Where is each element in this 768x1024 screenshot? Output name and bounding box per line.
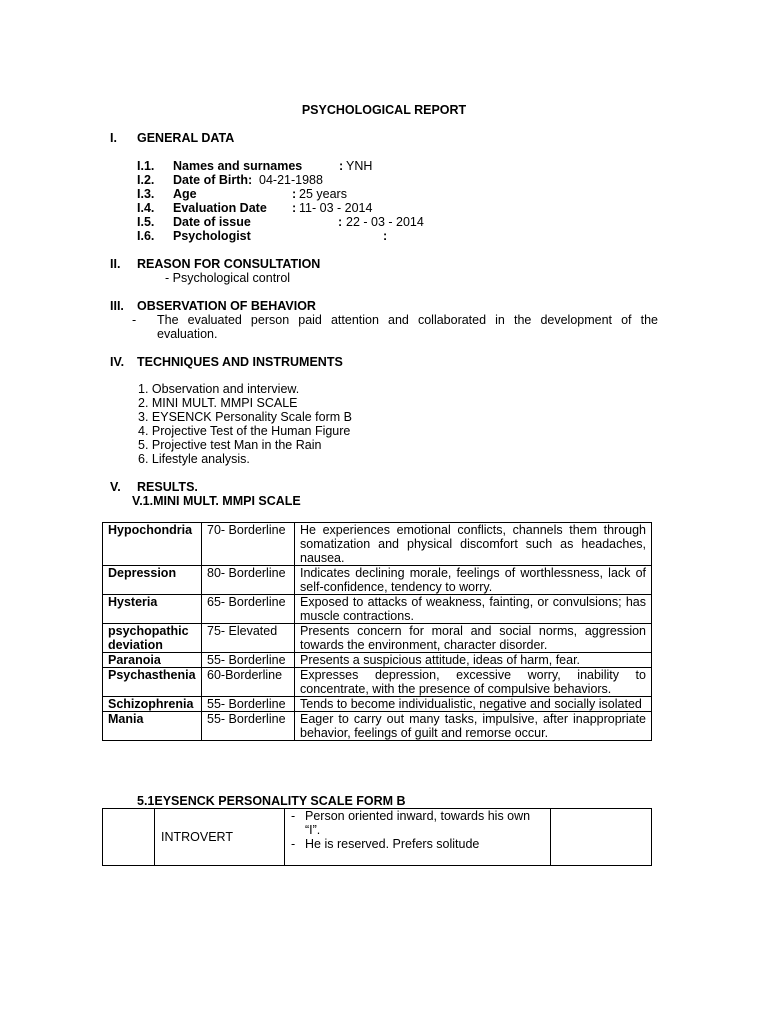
section-heading-techniques: TECHNIQUES AND INSTRUMENTS xyxy=(137,355,343,369)
observation-dash: - xyxy=(132,313,137,327)
mmpi-score: 65- Borderline xyxy=(202,595,295,624)
list-item: 6. Lifestyle analysis. xyxy=(138,452,250,466)
eysenck-point: Person oriented inward, towards his own “I”. xyxy=(305,809,531,837)
field-number: I.2. xyxy=(137,173,155,187)
table-row xyxy=(103,668,652,697)
mmpi-score: 55- Borderline xyxy=(202,697,295,712)
mmpi-scale: Hypochondria xyxy=(103,523,202,566)
field-separator: : xyxy=(292,187,297,201)
field-label: Evaluation Date xyxy=(173,201,267,215)
field-value: YNH xyxy=(346,159,373,173)
mmpi-scale: Depression xyxy=(103,566,202,595)
list-item: - He is reserved. Prefers solitude xyxy=(291,837,480,851)
table-row xyxy=(103,697,652,712)
mmpi-description: Expresses depression, excessive worry, inability to concentrate, with the presence of compulsive behaviors. xyxy=(295,668,652,697)
mmpi-score: 80- Borderline xyxy=(202,566,295,595)
table-row xyxy=(103,595,652,624)
section-heading-reason: REASON FOR CONSULTATION xyxy=(137,257,321,271)
list-item: - Person oriented inward, towards his own “I”. xyxy=(291,809,531,837)
mmpi-score: 60-Borderline xyxy=(202,668,295,697)
field-separator: : xyxy=(339,159,344,173)
field-separator: : xyxy=(292,201,297,215)
mmpi-description: Eager to carry out many tasks, impulsive, after inappropriate behavior, feelings of guilt and remorse occur. xyxy=(295,712,652,741)
field-label: Date of Birth: xyxy=(173,173,253,187)
mmpi-description: Exposed to attacks of weakness, fainting, or convulsions; has muscle contractions. xyxy=(295,595,652,624)
mmpi-description: He experiences emotional conflicts, channels them through somatization and physical discomfort such as headaches, nausea. xyxy=(295,523,652,566)
table-row xyxy=(103,809,652,866)
list-item: 5. Projective test Man in the Rain xyxy=(138,438,322,452)
field-value: 25 years xyxy=(299,187,347,201)
mmpi-score: 55- Borderline xyxy=(202,712,295,741)
section-number-general: I. xyxy=(110,131,117,145)
mmpi-score: 55- Borderline xyxy=(202,653,295,668)
table-row xyxy=(103,566,652,595)
mmpi-description: Presents a suspicious attitude, ideas of harm, fear. xyxy=(295,653,652,668)
mmpi-scale: Psychasthenia xyxy=(103,668,202,697)
mmpi-scale: psychopathic deviation xyxy=(103,624,202,653)
field-number: I.4. xyxy=(137,201,155,215)
list-item: 2. MINI MULT. MMPI SCALE xyxy=(138,396,298,410)
mmpi-description: Indicates declining morale, feelings of worthlessness, lack of self-confidence, tendency to worry. xyxy=(295,566,652,595)
mmpi-table xyxy=(102,522,652,741)
table-row xyxy=(103,624,652,653)
eysenck-heading: 5.1EYSENCK PERSONALITY SCALE FORM B xyxy=(137,794,406,808)
section-heading-results: RESULTS. xyxy=(137,480,198,494)
list-item: 4. Projective Test of the Human Figure xyxy=(138,424,351,438)
reason-text: - Psychological control xyxy=(165,271,291,285)
section-number-reason: II. xyxy=(110,257,121,271)
report-title: PSYCHOLOGICAL REPORT xyxy=(301,103,467,117)
field-number: I.6. xyxy=(137,229,155,243)
mmpi-description: Tends to become individualistic, negative and socially isolated xyxy=(295,697,652,712)
observation-text: The evaluated person paid attention and collaborated in the development of the evaluation. xyxy=(157,313,658,341)
field-number: I.3. xyxy=(137,187,155,201)
mmpi-score: 70- Borderline xyxy=(202,523,295,566)
field-value: 11- 03 - 2014 xyxy=(299,201,373,215)
list-item: 3. EYSENCK Personality Scale form B xyxy=(138,410,352,424)
field-value: 04-21-1988 xyxy=(259,173,323,187)
field-label: Age xyxy=(173,187,197,201)
mmpi-description: Presents concern for moral and social norms, aggression towards the environment, character disorder. xyxy=(295,624,652,653)
section-heading-observation: OBSERVATION OF BEHAVIOR xyxy=(137,299,316,313)
list-item: 1. Observation and interview. xyxy=(138,382,300,396)
section-number-results: V. xyxy=(110,480,121,494)
mmpi-subheading: V.1.MINI MULT. MMPI SCALE xyxy=(132,494,301,508)
field-value: 22 - 03 - 2014 xyxy=(346,215,424,229)
section-number-observation: III. xyxy=(110,299,124,313)
table-row xyxy=(103,712,652,741)
mmpi-scale: Schizophrenia xyxy=(103,697,202,712)
eysenck-point: He is reserved. Prefers solitude xyxy=(305,837,480,851)
eysenck-empty-cell xyxy=(551,809,652,866)
eysenck-type: INTROVERT xyxy=(155,809,285,866)
table-row xyxy=(103,653,652,668)
section-number-techniques: IV. xyxy=(110,355,125,369)
mmpi-scale: Mania xyxy=(103,712,202,741)
mmpi-scale: Paranoia xyxy=(103,653,202,668)
field-number: I.1. xyxy=(137,159,155,173)
field-number: I.5. xyxy=(137,215,155,229)
eysenck-empty-cell xyxy=(103,809,155,866)
field-separator: : xyxy=(383,229,388,243)
field-label: Date of issue xyxy=(173,215,251,229)
section-heading-general: GENERAL DATA xyxy=(137,131,235,145)
table-row xyxy=(103,523,652,566)
mmpi-score: 75- Elevated xyxy=(202,624,295,653)
field-label: Psychologist xyxy=(173,229,251,243)
field-separator: : xyxy=(338,215,343,229)
eysenck-points xyxy=(285,809,551,866)
mmpi-scale: Hysteria xyxy=(103,595,202,624)
field-label: Names and surnames xyxy=(173,159,303,173)
eysenck-table xyxy=(102,808,652,866)
